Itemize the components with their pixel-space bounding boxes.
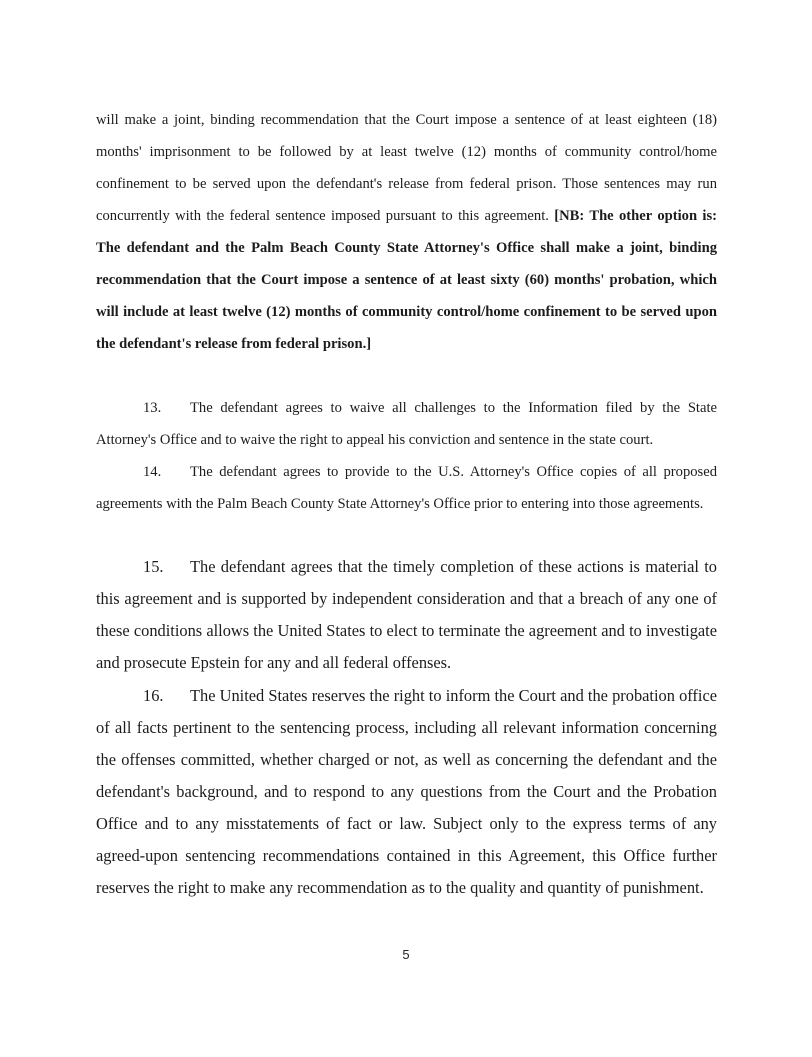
paragraph-12-text: will make a joint, binding recommendation that the Court impose a sentence of at least eighteen (18) months' imprisonment to be followed by at least twelve (12) months of community control/home confinement to be served upon the defendant's release from federal prison. Those sentences may run concurrently with the federal sentence imposed pursuant to this agreement. [96,112,717,224]
paragraph-12-continuation [96,104,717,360]
paragraph-13-number: 13. [143,400,162,416]
paragraph-16-text: The United States reserves the right to inform the Court and the probation office of all facts pertinent to the sentencing process, including all relevant information concerning the offenses committed, whether charged or not, as well as concerning the defendant and the defendant's background, and to respond to any questions from the Court and the Probation Office and to any misstatements of fact or law. Subject only to the express terms of any agreed-upon sentencing recommendations contained in this Agreement, this Office further reserves the right to make any recommendation as to the quality and quantity of punishment. [96,686,717,897]
paragraph-13-text: The defendant agrees to waive all challenges to the Information filed by the State Attorney's Office and to waive the right to appeal his conviction and sentence in the state court. [96,400,717,448]
paragraph-15 [96,551,717,679]
paragraph-14-number: 14. [143,464,162,480]
paragraph-15-text: The defendant agrees that the timely completion of these actions is material to this agreement and is supported by independent consideration and that a breach of any one of these conditions allows the United States to elect to terminate the agreement and to investigate and prosecute Epstein for any and all federal offenses. [96,557,717,672]
paragraph-16 [96,680,717,904]
paragraph-14-text: The defendant agrees to provide to the U.S. Attorney's Office copies of all proposed agreements with the Palm Beach County State Attorney's Office prior to entering into those agreements. [96,464,717,512]
paragraph-15-number: 15. [143,557,164,576]
paragraph-13 [96,392,717,456]
paragraph-16-number: 16. [143,686,164,705]
paragraph-14 [96,456,717,520]
page-number: 5 [402,947,410,962]
paragraph-12-bold-note: [NB: The other option is: The defendant and the Palm Beach County State Attorney's Office shall make a joint, binding recommendation that the Court impose a sentence of at least sixty (60) months' probation, which will include at least twelve (12) months of community control/home confinement to be served upon the defendant's release from federal prison.] [96,208,717,352]
